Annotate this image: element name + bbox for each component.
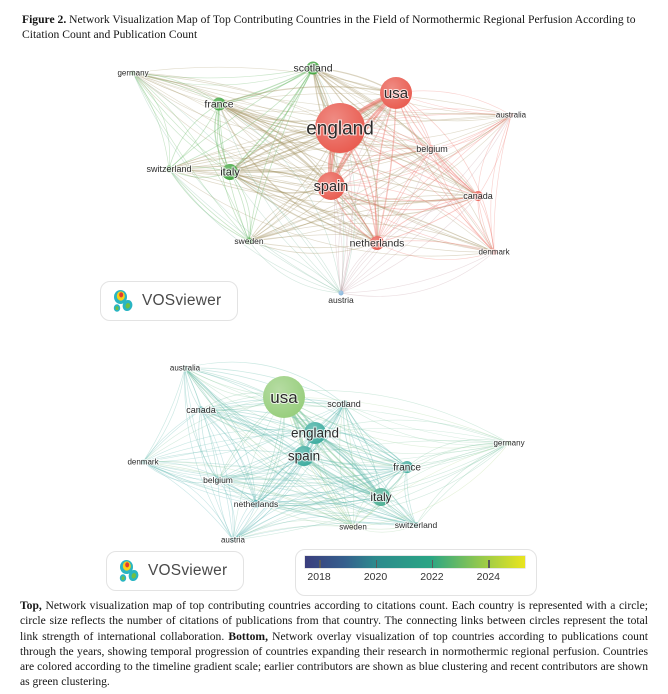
- label-austria: austria: [328, 294, 354, 305]
- figure-caption: [20, 598, 648, 690]
- label-denmark: denmark: [127, 457, 159, 467]
- link-denmark-austria: [341, 252, 494, 293]
- label-spain: spain: [313, 178, 349, 195]
- caption-top-label: Top,: [20, 599, 42, 612]
- link-australia-denmark: [143, 368, 185, 462]
- vosviewer-icon: [118, 559, 140, 583]
- label-germany: germany: [117, 68, 149, 78]
- link-sweden-austria: [249, 241, 341, 293]
- timeline-gradient-legend: [295, 549, 537, 596]
- label-england: england: [290, 425, 340, 441]
- vosviewer-logo: [100, 281, 238, 321]
- link-switzerland-austria: [233, 523, 416, 540]
- timeline-tick-label-2024: 2024: [476, 571, 501, 583]
- label-belgium: belgium: [203, 474, 233, 485]
- timeline-tick-2018: [319, 560, 321, 568]
- label-austria: austria: [220, 535, 246, 545]
- link-switzerland-sweden: [169, 166, 249, 241]
- label-netherlands: netherlands: [349, 237, 405, 250]
- vosviewer-icon: [112, 289, 134, 313]
- label-australia: australia: [495, 110, 527, 120]
- label-canada: canada: [463, 191, 493, 202]
- label-canada: canada: [186, 405, 216, 416]
- timeline-tick-2020: [376, 560, 378, 568]
- label-sweden: sweden: [234, 235, 264, 246]
- timeline-tick-label-2020: 2020: [363, 571, 388, 583]
- label-spain: spain: [287, 448, 321, 464]
- timeline-tick-label-2018: 2018: [307, 571, 331, 583]
- label-sweden: sweden: [339, 522, 367, 532]
- label-denmark: denmark: [478, 247, 510, 257]
- figure-label: Figure 2.: [22, 13, 67, 26]
- label-italy: italy: [370, 490, 392, 505]
- figure-title-text: Network Visualization Map of Top Contributing Countries in the Field of Normothermic Regional Perfusion According to Citation Count and Publication Count: [22, 13, 636, 42]
- overlay-network-chart: [0, 348, 668, 566]
- timeline-gradient-bar: [305, 556, 525, 568]
- label-switzerland: switzerland: [394, 519, 438, 530]
- label-scotland: scotland: [327, 399, 361, 410]
- label-scotland: scotland: [293, 62, 333, 75]
- label-belgium: belgium: [416, 144, 448, 155]
- timeline-tick-2022: [432, 560, 434, 568]
- label-france: france: [204, 98, 234, 111]
- timeline-tick-2024: [488, 560, 490, 568]
- link-australia-denmark: [143, 368, 185, 462]
- timeline-tick-label-2022: 2022: [420, 571, 444, 583]
- vosviewer-logo-text: VOSviewer: [142, 292, 222, 309]
- label-italy: italy: [220, 166, 240, 179]
- label-usa: usa: [270, 387, 298, 407]
- caption-bottom-label: Bottom,: [228, 629, 268, 643]
- link-germany-switzerland: [416, 443, 509, 525]
- figure-title: [22, 12, 646, 42]
- label-usa: usa: [383, 85, 409, 103]
- vosviewer-logo-text: VOSviewer: [148, 562, 228, 579]
- label-netherlands: netherlands: [233, 498, 279, 509]
- link-denmark-austria: [143, 462, 233, 540]
- caption-bottom-text: Network overlay visualization of top countries according to publications count through the years, showing temporal progression of countries expanding their research in normothermic regional perfusion. Countries are colored according to the timeline gradient scale; earlier contributors are shown as blue clustering and recent contributors are shown as green clustering.: [20, 629, 648, 689]
- vosviewer-logo: [106, 551, 244, 591]
- label-france: france: [393, 462, 421, 474]
- link-switzerland-sweden: [169, 166, 249, 241]
- label-england: england: [306, 118, 374, 140]
- label-australia: australia: [169, 363, 201, 373]
- link-sweden-austria: [249, 241, 341, 293]
- link-australia-denmark: [494, 115, 511, 252]
- caption-top-text: Network visualization map of top contributing countries according to citations count. Each country is represented with a circle; circle size reflects the number of citations of publications from that country. The connecting links between circles represent the total link strength of international collaboration.: [20, 599, 648, 643]
- link-germany-switzerland: [416, 443, 509, 525]
- label-germany: germany: [493, 438, 525, 448]
- label-switzerland: switzerland: [146, 164, 192, 175]
- link-france-usa: [219, 87, 396, 104]
- network-edges: [143, 362, 509, 540]
- link-denmark-austria: [143, 462, 233, 540]
